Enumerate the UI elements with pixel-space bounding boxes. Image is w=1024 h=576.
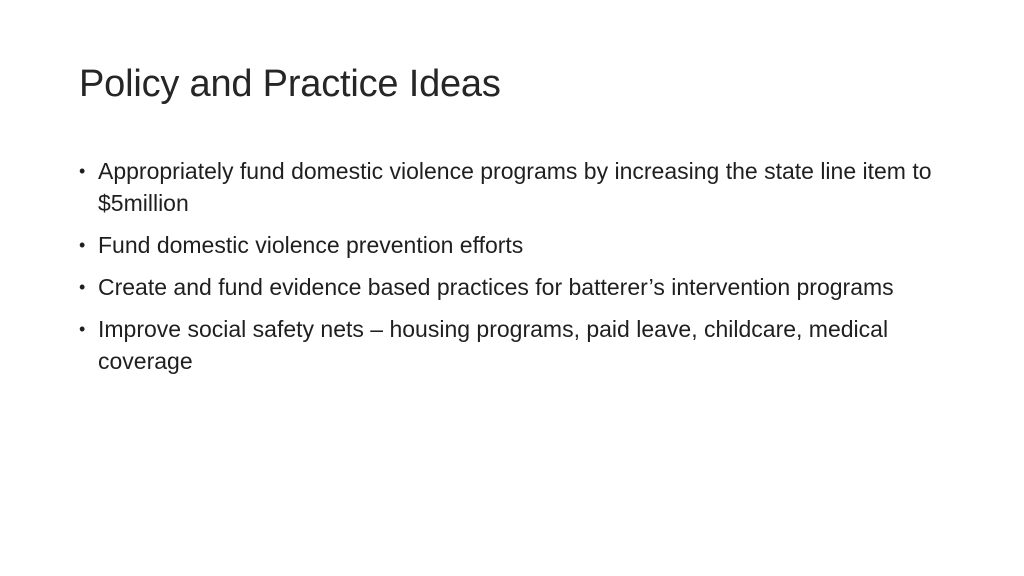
bullet-item-2 — [79, 229, 949, 261]
bullet-item-4 — [79, 313, 949, 377]
bullet-marker: • — [79, 319, 86, 339]
bullet-marker: • — [79, 161, 86, 181]
bullet-text-3: Create and fund evidence based practices for batterer’s intervention programs — [98, 274, 894, 300]
bullet-text-4: Improve social safety nets – housing programs, paid leave, childcare, medical coverage — [98, 316, 889, 374]
bullet-text-1: Appropriately fund domestic violence programs by increasing the state line item to $5million — [98, 158, 932, 216]
bullet-marker: • — [79, 277, 86, 297]
bullet-list — [79, 155, 949, 387]
slide-title: Policy and Practice Ideas — [79, 63, 501, 105]
bullet-item-3 — [79, 271, 949, 303]
bullet-marker: • — [79, 235, 86, 255]
bullet-text-2: Fund domestic violence prevention efforts — [98, 232, 524, 258]
bullet-item-1 — [79, 155, 949, 219]
